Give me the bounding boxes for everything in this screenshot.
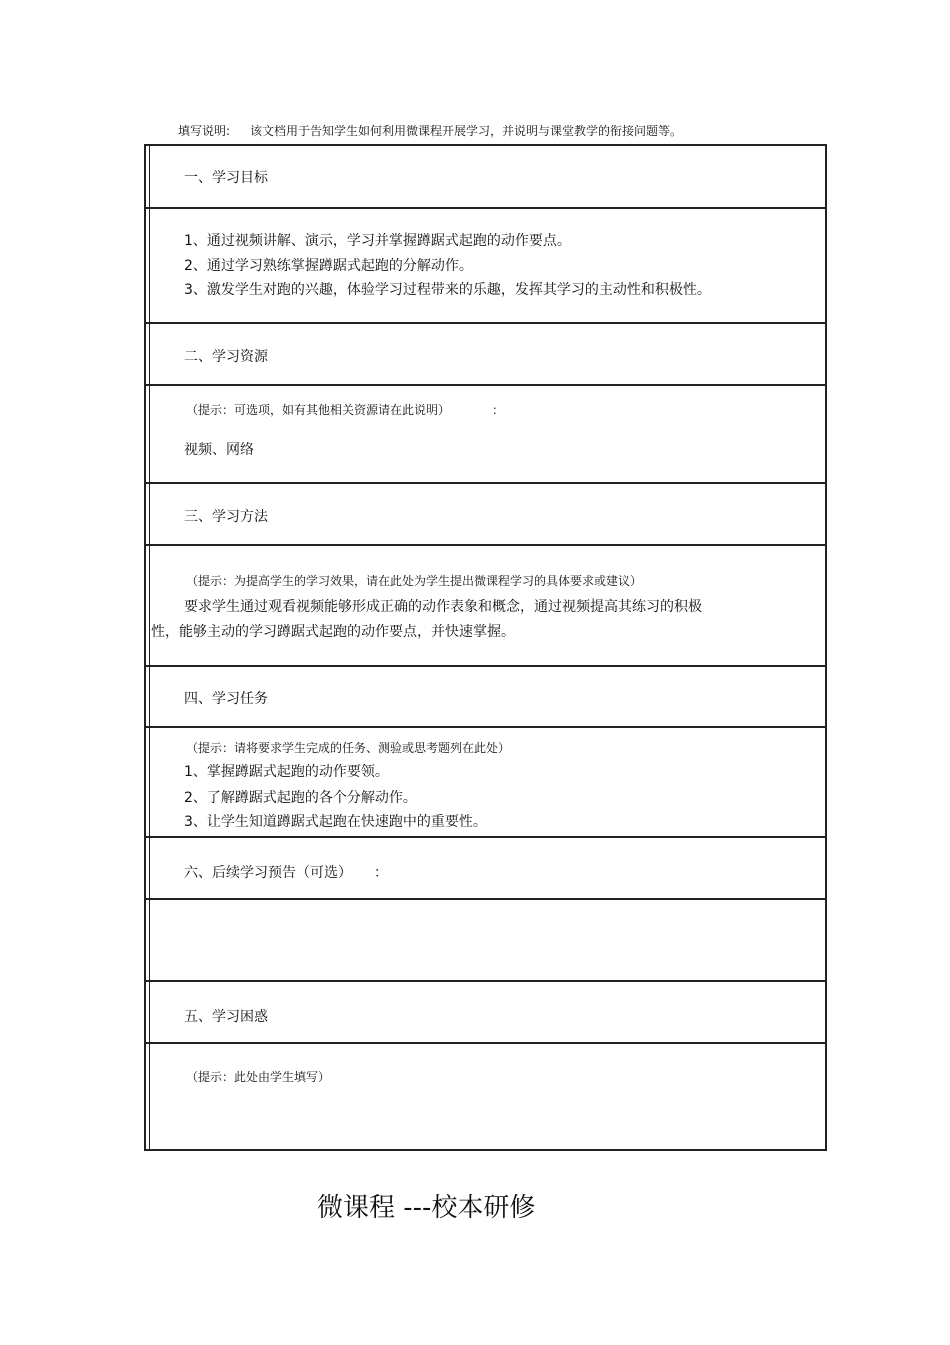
fill-instructions	[178, 122, 682, 139]
resources-hint: （提示：可选项，如有其他相关资源请在此说明）	[186, 403, 451, 417]
resources-content: 视频、网络	[184, 442, 254, 458]
preview-heading: 六、后续学习预告（可选）	[184, 865, 352, 881]
table-inner-border	[149, 146, 150, 1149]
footer-title: 微课程 ---校本研修	[317, 1193, 536, 1223]
study-guide-table	[144, 144, 827, 1151]
task-item-3: 3、让学生知道蹲踞式起跑在快速跑中的重要性。	[184, 814, 487, 830]
preview-colon: ：	[374, 865, 388, 881]
confusion-heading: 五、学习困惑	[184, 1009, 268, 1025]
row-divider	[146, 544, 825, 546]
row-divider	[146, 482, 825, 484]
resources-hint-colon: ：	[492, 403, 505, 417]
goals-heading: 一、学习目标	[184, 170, 268, 186]
methods-hint: （提示：为提高学生的学习效果，请在此处为学生提出微课程学习的具体要求或建议）	[186, 574, 643, 588]
row-divider	[146, 980, 825, 982]
tasks-hint: （提示：请将要求学生完成的任务、测验或思考题列在此处）	[186, 741, 511, 755]
task-item-2: 2、了解蹲踞式起跑的各个分解动作。	[184, 790, 417, 806]
row-divider	[146, 836, 825, 838]
row-divider	[146, 384, 825, 386]
goal-item-2: 2、通过学习熟练掌握蹲踞式起跑的分解动作。	[184, 258, 473, 274]
row-divider	[146, 322, 825, 324]
row-divider	[146, 898, 825, 900]
fill-instructions-text: 该文档用于告知学生如何利用微课程开展学习，并说明与课堂教学的衔接问题等。	[250, 124, 683, 138]
task-item-1: 1、掌握蹲踞式起跑的动作要领。	[184, 764, 389, 780]
confusion-hint: （提示：此处由学生填写）	[186, 1070, 331, 1084]
tasks-heading: 四、学习任务	[184, 691, 268, 707]
methods-text-line-1: 要求学生通过观看视频能够形成正确的动作表象和概念，通过视频提高其练习的积极	[184, 599, 702, 615]
row-divider	[146, 207, 825, 209]
resources-heading: 二、学习资源	[184, 349, 268, 365]
row-divider	[146, 1042, 825, 1044]
goal-item-1: 1、通过视频讲解、演示，学习并掌握蹲踞式起跑的动作要点。	[184, 233, 571, 249]
methods-heading: 三、学习方法	[184, 509, 268, 525]
row-divider	[146, 665, 825, 667]
fill-instructions-label: 填写说明:	[178, 124, 231, 138]
goal-item-3: 3、激发学生对跑的兴趣，体验学习过程带来的乐趣，发挥其学习的主动性和积极性。	[184, 282, 711, 298]
methods-text-line-2: 性，能够主动的学习蹲踞式起跑的动作要点，并快速掌握。	[151, 624, 515, 640]
row-divider	[146, 726, 825, 728]
